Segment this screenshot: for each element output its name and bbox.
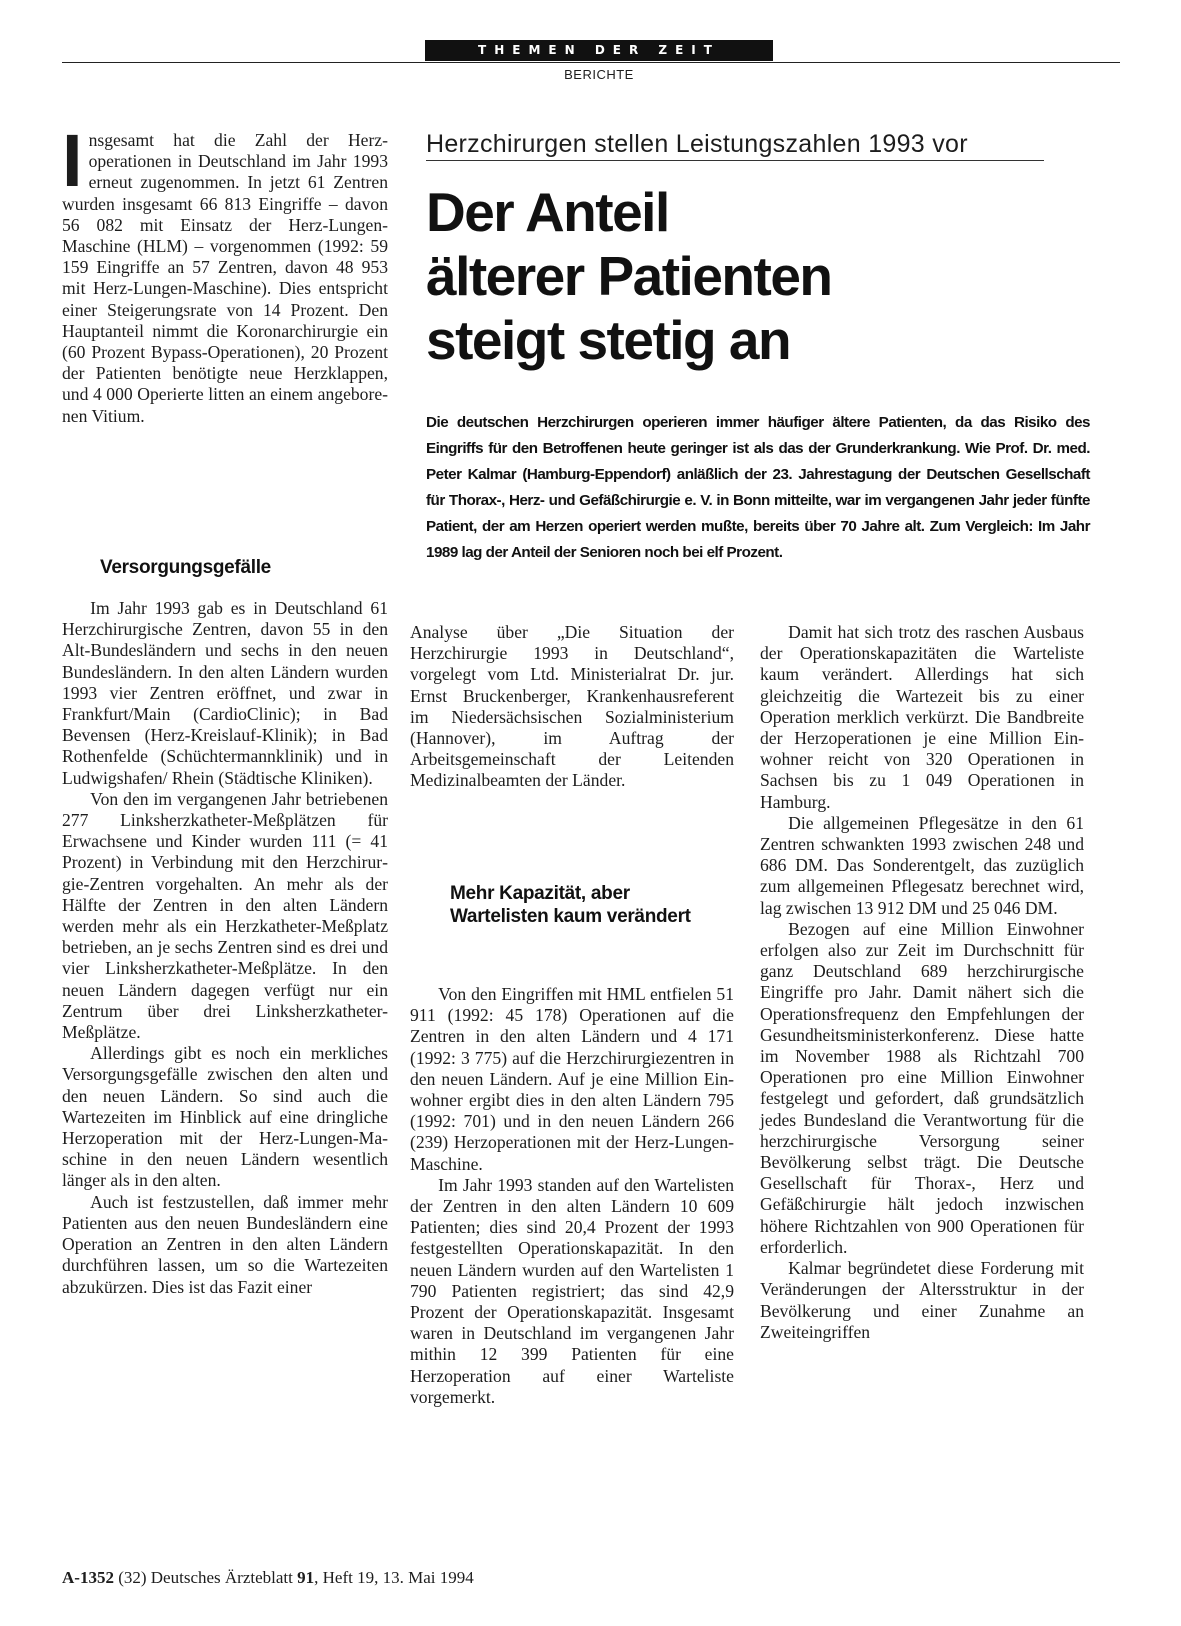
page-footer <box>62 1568 762 1588</box>
paragraph: Allerdings gibt es noch ein merkliches Versorgungsgefälle zwischen den alten und den neuen Ländern. So sind auch die Wartezeiten im Hinblick auf eine dringliche Herzoperation mit der Herz-Lungen-Maschine in den neuen Ländern wesentlich länger als in den alten. <box>62 1043 388 1191</box>
page-code: A-1352 <box>62 1568 114 1587</box>
paragraph: Kalmar begründetet diese Forderung mit Veränderungen der Altersstruktur in der Bevölkerung und einer Zunahme an Zweiteingriffen <box>760 1258 1084 1342</box>
subheading-kapazitaet: Mehr Kapazität, aber Wartelisten kaum verändert <box>450 883 691 927</box>
issue-info: , Heft 19, 13. Mai 1994 <box>314 1568 474 1587</box>
subheading-versorgungsgefaelle: Versorgungsgefälle <box>100 557 271 578</box>
paragraph: Die allgemeinen Pflegesätze in den 61 Zentren schwankten 1993 zwischen 248 und 686 DM. Das Sonderentgelt, das zuzüglich zum allgemeinen Pflegesatz berechnet wird, lag zwischen 13 912 DM und 25 046 DM. <box>760 812 1084 918</box>
paragraph: Bezogen auf eine Million Einwohner erfolgen also zur Zeit im Durchschnitt für ganz Deutschland 689 herzchirurgische Eingriffe pro Jahr. Damit nähert sich die Operationsfrequenz den Empfehlungen der Gesundheitsministerkonferenz. Diese hatte im November 1988 als Richtzahl 700 Operationen pro eine Million Einwohner festgelegt und gefordert, daß grundsätzlich jedes Bundesland die Verantwortung für die herzchirurgische Versorgung seiner Bevölkerung selbst trägt. Die Deutsche Gesellschaft für Thorax-, Herz und Gefäßchirurgie hält jedoch inzwischen höhere Richtzahlen von 900 Operationen für erforderlich. <box>760 918 1084 1257</box>
paragraph: Auch ist festzustellen, daß immer mehr Patienten aus den neuen Bundesländern eine Operation an Zentren in den alten Ländern durchführen lassen, um so die Wartezeiten abzukürzen. Dies ist das Fazit einer <box>62 1191 388 1297</box>
header-rule <box>62 62 1120 63</box>
section-banner: THEMEN DER ZEIT <box>425 40 773 61</box>
paragraph: Im Jahr 1993 gab es in Deutschland 61 Herzchirurgische Zentren, davon 55 in den Alt-Bundesländern und sechs in den neuen Bundesländern. In den alten Ländern wurden 1993 vier Zentren eröffnet, und zwar in Frankfurt/Main (CardioClinic); in Bad Bevensen (Herz-Kreislauf-Klinik); in Bad Rothenfelde (Schüchtermannklinik) und in Ludwigshafen/ Rhein (Städtische Kliniken). <box>62 598 388 788</box>
paragraph: Analyse über „Die Situation der Herzchirurgie 1993 in Deutschland“, vorgelegt vom Ltd. Ministerialrat Dr. jur. Ernst Bruckenberger, Krankenhausreferent im Niedersächsischen Sozialministerium (Hannover), im Auftrag der Arbeitsgemeinschaft der Leitenden Medizinalbeamten der Länder. <box>410 622 734 791</box>
paragraph: Im Jahr 1993 standen auf den Wartelisten der Zentren in den alten Ländern 10 609 Patienten; dies sind 20,4 Prozent der 1993 festgestellten Operationskapazität. In den neuen Ländern wurden auf den Wartelisten 1 790 Patienten registriert; das sind 42,9 Prozent der Operationskapazität. Insgesamt waren in Deutschland im vergangenen Jahr mithin 12 399 Patienten für eine Herzoperation auf einer Warteliste vorgemerkt. <box>410 1174 734 1407</box>
column-2-bottom <box>410 984 734 1408</box>
article-kicker: Herzchirurgen stellen Leistungszahlen 1993 vor <box>426 130 968 158</box>
intro-paragraph <box>62 119 388 427</box>
title-line: Der Anteil <box>426 181 669 243</box>
paragraph: Damit hat sich trotz des raschen Ausbaus der Operationskapazitäten die Warteliste kaum verändert. Allerdings hat sich gleichzeitig die Wartezeit bis zu einer Operation merklich verkürzt. Die Bandbreite der Herzoperationen je eine Million Einwohner reicht von 320 Operationen in Sachsen bis zu 1 049 Operationen in Hamburg. <box>760 622 1084 812</box>
journal-name: Deutsches Ärzteblatt <box>150 1568 293 1587</box>
title-line: steigt stetig an <box>426 309 791 371</box>
paragraph: Von den Eingriffen mit HML entfielen 51 911 (1992: 45 178) Operationen auf die Zentren in den alten Ländern und 4 171 (1992: 3 775) auf die Herzchirurgiezentren in den neuen Ländern. Auf je eine Million Einwohner ergibt dies in den alten Ländern 795 (1992: 701) und in den neuen Ländern 266 (239) Herzoperationen mit der Herz-Lungen-Maschine. <box>410 984 734 1174</box>
column-2-top <box>410 622 734 792</box>
paragraph: Von den im vergangenen Jahr betriebenen 277 Linksherzkatheter-Meßplätzen für Erwachsene und Kinder wurden 111 (= 41 Prozent) in Verbindung mit den Herzchirurgie-Zentren vorgehalten. An mehr als der Hälfte der Zentren in den alten Ländern werden mehr als ein Herzkatheter-Meßplatz betrieben, an je sechs Zentren sind es drei und vier Linksherzkatheter-Meßplätze. In den neuen Ländern dagegen verfügt nur ein Zentrum über drei Linksherzkatheter-Meßplätze. <box>62 788 388 1043</box>
volume-number: 91 <box>297 1568 315 1587</box>
subsection-label: BERICHTE <box>564 67 634 82</box>
column-3 <box>760 622 1084 1343</box>
article-lead: Die deutschen Herzchirurgen operieren immer häufiger ältere Patienten, da das Risiko des Eingriffs für den Betroffenen heute geringer ist als das der Grunderkrankung. Wie Prof. Dr. med. Peter Kalmar (Hamburg-Eppendorf) anläßlich der 23. Jahrestagung der Deutschen Gesellschaft für Thorax-, Herz- und Gefäßchirurgie e. V. in Bonn mitteilte, war im vergangenen Jahr jeder fünfte Patient, der am Herzen operiert werden mußte, bereits über 70 Jahre alt. Zum Vergleich: Im Jahr 1989 lag der Anteil der Senioren noch bei elf Prozent. <box>426 414 1090 561</box>
intro-text: Insgesamt hat die Zahl der Herzoperationen in Deutschland im Jahr 1993 erneut zugenommen. In jetzt 61 Zentren wurden insgesamt 66 813 Eingriffe – davon 56 082 mit Einsatz der Herz-Lungen-Maschine (HLM) – vorgenommen (1992: 59 159 Eingriffe an 57 Zentren, davon 48 953 mit Herz-Lungen-Maschine). Dies entspricht einer Steigerungsrate von 14 Prozent. Den Hauptanteil nimmt die Koronarchirurgie ein (60 Prozent Bypass-Operationen), 20 Prozent der Patienten benötigte neue Herzklappen, und 4 000 Operierte litten an einem angeborenen Vitium. <box>62 119 388 426</box>
kicker-underline <box>426 160 1044 161</box>
article-title <box>426 180 1086 372</box>
column-1 <box>62 598 388 1298</box>
page-number: (32) <box>118 1568 147 1587</box>
title-line: älterer Patienten <box>426 245 832 307</box>
